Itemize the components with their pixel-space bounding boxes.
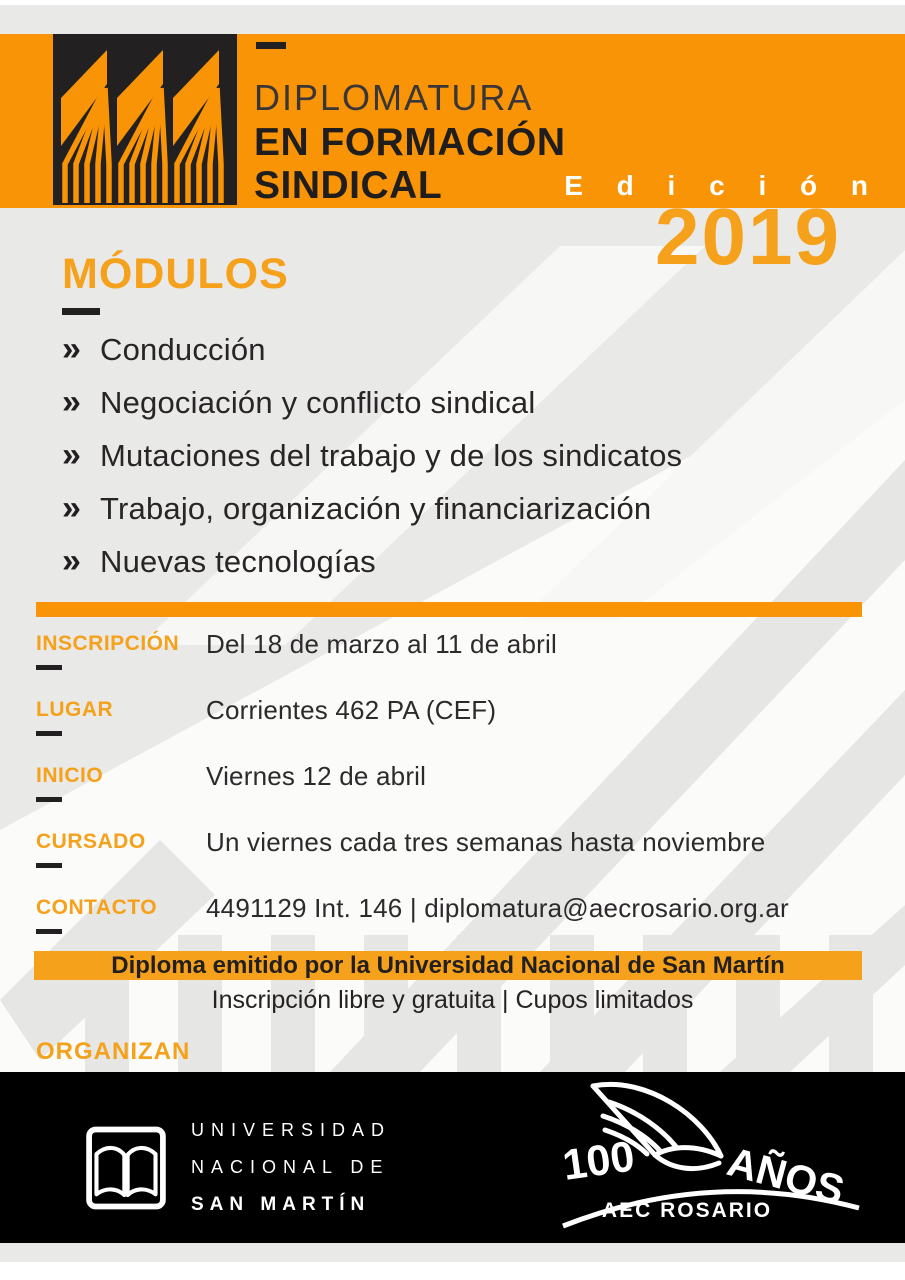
info-value: Un viernes cada tres semanas hasta noviembre — [206, 827, 766, 857]
title-line-1: DIPLOMATURA — [254, 77, 534, 118]
info-label: INSCRIPCIÓN — [36, 632, 180, 655]
aec-anios-label: AÑOS — [722, 1138, 850, 1214]
module-item — [62, 482, 682, 535]
info-label: LUGAR — [36, 698, 114, 721]
footer — [0, 1072, 905, 1243]
double-chevron-icon: » — [62, 436, 81, 474]
module-item — [62, 429, 682, 482]
info-value: Corrientes 462 PA (CEF) — [206, 695, 497, 725]
modules-list — [62, 323, 682, 588]
info-label: CONTACTO — [36, 896, 158, 919]
module-item-label: Negociación y conflicto sindical — [100, 384, 536, 420]
double-chevron-icon: » — [62, 542, 81, 580]
double-chevron-icon: » — [62, 330, 81, 368]
label-dash — [36, 929, 62, 934]
info-row — [36, 629, 876, 698]
info-section — [36, 629, 876, 962]
info-row — [36, 827, 876, 896]
double-chevron-icon: » — [62, 489, 81, 527]
info-label: INICIO — [36, 764, 104, 787]
module-item-label: Nuevas tecnologías — [100, 543, 376, 579]
module-item-label: Mutaciones del trabajo y de los sindicatos — [100, 437, 683, 473]
label-dash — [36, 797, 62, 802]
open-book-icon — [85, 1122, 167, 1214]
modules-heading: MÓDULOS — [62, 250, 289, 298]
info-value: Del 18 de marzo al 11 de abril — [206, 629, 557, 659]
heading-dash — [62, 308, 100, 315]
label-dash — [36, 665, 62, 670]
info-value: 4491129 Int. 146 | diplomatura@aecrosario.org.ar — [206, 893, 789, 923]
unsam-line-3: SAN MARTÍN — [191, 1194, 371, 1215]
brand-logo-icon — [53, 34, 237, 205]
unsam-text — [191, 1112, 391, 1223]
module-item-label: Trabajo, organización y financiarización — [100, 490, 652, 526]
edition-label: E d i c i ó n — [564, 170, 881, 201]
enrollment-note: Inscripción libre y gratuita | Cupos limitados — [211, 986, 694, 1014]
info-row — [36, 761, 876, 830]
unsam-line-2: NACIONAL DE — [191, 1157, 390, 1177]
info-label: CURSADO — [36, 830, 146, 853]
bottom-margin-strip — [0, 1243, 905, 1262]
module-item — [62, 376, 682, 429]
aec-100-label: 100 — [559, 1132, 638, 1190]
unsam-logo — [85, 1112, 391, 1223]
unsam-line-1: UNIVERSIDAD — [191, 1120, 392, 1140]
diploma-banner: Diploma emitido por la Universidad Nacional de San Martín — [34, 951, 862, 980]
title-line-3: SINDICAL — [254, 164, 443, 207]
title-dash — [256, 42, 286, 49]
module-item — [62, 535, 682, 588]
info-value: Viernes 12 de abril — [206, 761, 427, 791]
header-band — [0, 34, 905, 208]
label-dash — [36, 731, 62, 736]
divider-bar — [36, 602, 862, 617]
aec-rosario-logo-icon — [545, 1076, 875, 1241]
title-line-2: EN FORMACIÓN — [254, 121, 566, 164]
page-title — [254, 78, 566, 208]
label-dash — [36, 863, 62, 868]
module-item — [62, 323, 682, 376]
info-row — [36, 695, 876, 764]
double-chevron-icon: » — [62, 383, 81, 421]
aec-name-label: AEC ROSARIO — [601, 1199, 773, 1222]
organizers-heading: ORGANIZAN — [36, 1038, 191, 1065]
module-item-label: Conducción — [100, 331, 266, 367]
modules-section — [62, 250, 682, 588]
edition-year: 2019 — [655, 192, 841, 281]
